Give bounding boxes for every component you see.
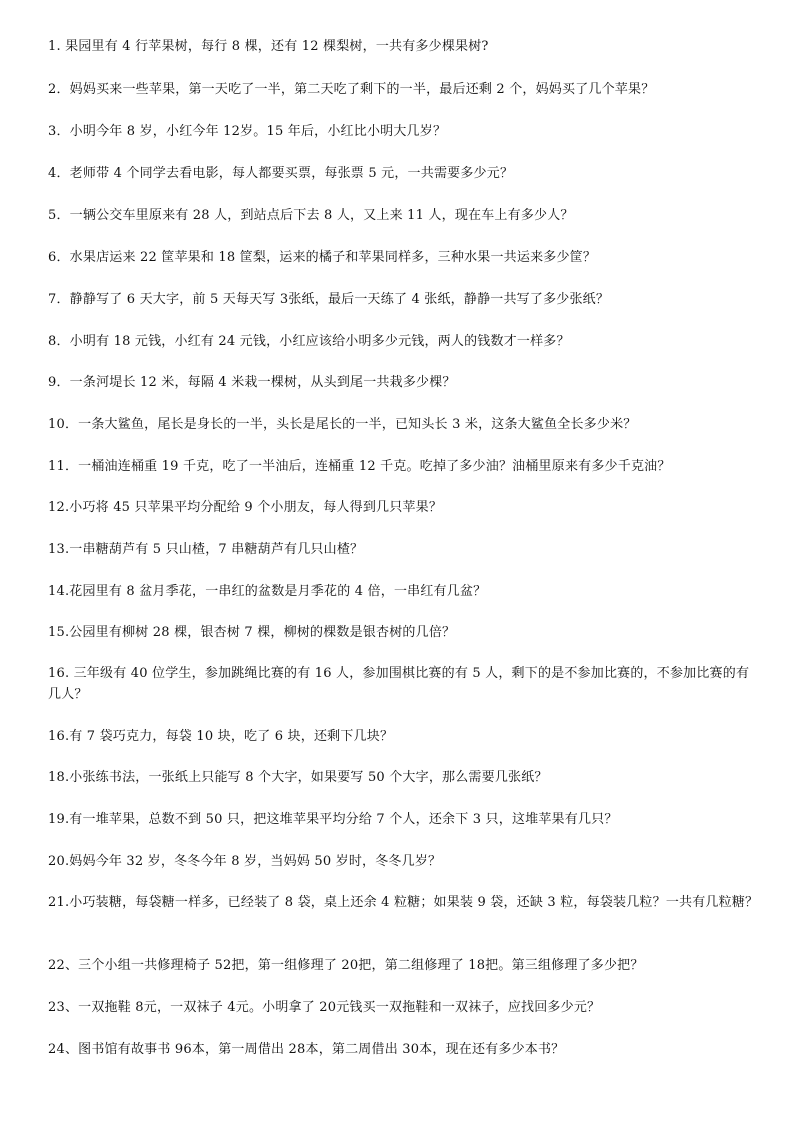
question-23: 23、一双拖鞋 8元，一双袜子 4元。小明拿了 20元钱买一双拖鞋和一双袜子，应找回多少元？ bbox=[48, 1000, 601, 1015]
question-2: 2．妈妈买来一些苹果，第一天吃了一半，第二天吃了剩下的一半，最后还剩 2 个，妈妈买了几个苹果？ bbox=[48, 82, 655, 97]
question-7: 7．静静写了 6 天大字，前 5 天每天写 3张纸，最后一天练了 4 张纸，静静一共写了多少张纸？ bbox=[48, 292, 610, 307]
question-19: 19.有一堆苹果，总数不到 50 只，把这堆苹果平均分给 7 个人，还余下 3 只，这堆苹果有几只？ bbox=[48, 812, 618, 827]
question-22: 22、三个小组一共修理椅子 52把，第一组修理了 20把，第二组修理了 18把。第三组修理了多少把？ bbox=[48, 958, 644, 973]
question-12: 12.小巧将 45 只苹果平均分配给 9 个小朋友，每人得到几只苹果？ bbox=[48, 500, 443, 515]
question-15: 15.公园里有柳树 28 棵，银杏树 7 棵，柳树的棵数是银杏树的几倍？ bbox=[48, 625, 456, 640]
question-3: 3．小明今年 8 岁，小红今年 12岁。15 年后，小红比小明大几岁？ bbox=[48, 124, 447, 139]
question-21: 21.小巧装糖，每袋糖一样多，已经装了 8 袋，桌上还余 4 粒糖；如果装 9 袋，还缺 3 粒，每袋装几粒？一共有几粒糖？ bbox=[48, 895, 759, 910]
question-11: 11．一桶油连桶重 19 千克，吃了一半油后，连桶重 12 千克。吃掉了多少油？油桶里原来有多少千克油？ bbox=[48, 459, 671, 474]
question-4: 4．老师带 4 个同学去看电影，每人都要买票，每张票 5 元，一共需要多少元？ bbox=[48, 166, 514, 181]
question-16: 16. 三年级有 40 位学生，参加跳绳比赛的有 16 人，参加围棋比赛的有 5 人，剩下的是不参加比赛的，不参加比赛的有几人？ bbox=[48, 666, 750, 702]
question-20: 20.妈妈今年 32 岁，冬冬今年 8 岁，当妈妈 50 岁时，冬冬几岁？ bbox=[48, 854, 442, 869]
question-5: 5．一辆公交车里原来有 28 人，到站点后下去 8 人，又上来 11 人，现在车上有多少人？ bbox=[48, 208, 574, 223]
question-17: 16.有 7 袋巧克力，每袋 10 块，吃了 6 块，还剩下几块？ bbox=[48, 729, 394, 744]
question-14: 14.花园里有 8 盆月季花，一串红的盆数是月季花的 4 倍，一串红有几盆？ bbox=[48, 584, 487, 599]
question-13: 13.一串糖葫芦有 5 只山楂，7 串糖葫芦有几只山楂？ bbox=[48, 542, 364, 557]
question-24: 24、图书馆有故事书 96本，第一周借出 28本，第二周借出 30本，现在还有多少本书？ bbox=[48, 1042, 565, 1057]
question-6: 6．水果店运来 22 筐苹果和 18 筐梨，运来的橘子和苹果同样多，三种水果一共运来多少筐？ bbox=[48, 250, 597, 265]
question-8: 8．小明有 18 元钱，小红有 24 元钱，小红应该给小明多少元钱，两人的钱数才一样多？ bbox=[48, 334, 570, 349]
question-1: 1. 果园里有 4 行苹果树，每行 8 棵，还有 12 棵梨树，一共有多少棵果树? bbox=[48, 39, 489, 54]
question-18: 18.小张练书法，一张纸上只能写 8 个大字，如果要写 50 个大字，那么需要几张纸？ bbox=[48, 770, 548, 785]
question-9: 9．一条河堤长 12 米，每隔 4 米栽一棵树，从头到尾一共栽多少棵？ bbox=[48, 375, 456, 390]
question-10: 10．一条大鲨鱼，尾长是身长的一半，头长是尾长的一半，已知头长 3 米，这条大鲨鱼全长多少米？ bbox=[48, 417, 637, 432]
